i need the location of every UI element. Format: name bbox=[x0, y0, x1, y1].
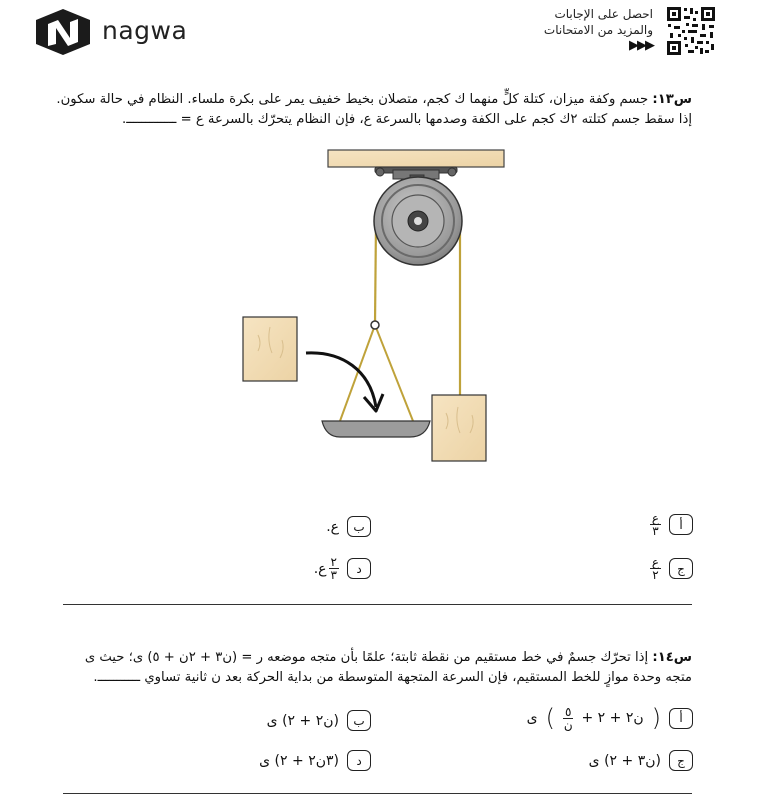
qr-code-icon[interactable] bbox=[666, 6, 716, 56]
q14-option-b[interactable] bbox=[267, 710, 371, 731]
divider bbox=[63, 793, 692, 794]
q14-option-c[interactable] bbox=[589, 750, 693, 771]
unit-vector: ى bbox=[526, 710, 538, 726]
divider bbox=[63, 604, 692, 605]
question-14-text bbox=[52, 648, 692, 688]
question-13-number: س١٣: bbox=[652, 92, 692, 107]
falling-block bbox=[243, 317, 297, 381]
option-text: (ن٢ + ٢) ى bbox=[266, 712, 339, 729]
promo-line-1: احصل على الإجابات bbox=[554, 7, 653, 21]
ceiling-board bbox=[328, 150, 504, 167]
option-text: ع. bbox=[326, 518, 339, 535]
option-letter: أ bbox=[669, 708, 693, 729]
option-letter: ب bbox=[347, 516, 371, 537]
promo-line-2: والمزيد من الامتحانات bbox=[543, 23, 653, 37]
option-letter: د bbox=[347, 750, 371, 771]
fraction: $\frac{٥}{\text{ن}}$ bbox=[563, 704, 573, 732]
option-letter: د bbox=[347, 558, 371, 579]
question-14-line-2: متجه وحدة موازٍ للخط المستقيم، فإن السرعة المتجهة المتوسطة من بداية الحركة بعد ن ثانية تساوي bbox=[140, 670, 692, 685]
question-14-line-1: إذا تحرّك جسمٌ في خط مستقيم من نقطة ثابتة؛ علمًا بأن متجه موضعه ر = (ن٣ + ٢ن + ٥) ى؛ حيث ى bbox=[84, 650, 649, 665]
option-letter: ج bbox=[669, 558, 693, 579]
q14-option-d[interactable] bbox=[259, 750, 371, 771]
question-13-line-1: جسم وكفة ميزان، كتلة كلٍّ منهما ك كجم، متصلان بخيط خفيف يمر على بكرة ملساء. النظام في حالة سكون. bbox=[56, 92, 649, 107]
fraction: $\frac{٢}{٣}$ bbox=[330, 555, 337, 582]
fraction: $\frac{\text{ع}}{٢}$ bbox=[651, 555, 659, 582]
option-expr: ن٢ + ٢ + bbox=[581, 710, 644, 726]
q13-option-b[interactable] bbox=[326, 516, 371, 537]
option-letter: أ bbox=[669, 514, 693, 535]
q13-option-a[interactable] bbox=[650, 512, 693, 537]
question-13-text bbox=[52, 90, 692, 130]
q13-option-c[interactable] bbox=[650, 556, 693, 581]
promo-text[interactable] bbox=[433, 6, 653, 54]
answer-blank: ـــــــــــ. bbox=[93, 670, 141, 685]
option-text: (ن٣ + ٢) ى bbox=[588, 752, 661, 769]
brand-name: nagwa bbox=[102, 16, 188, 45]
option-letter: ج bbox=[669, 750, 693, 771]
hanging-block bbox=[432, 395, 486, 461]
fraction: $\frac{\text{ع}}{٣}$ bbox=[651, 511, 659, 538]
question-13-line-2: إذا سقط جسم كتلته ٢ك كجم على الكفة وصدمها بالسرعة ع، فإن النظام يتحرّك بالسرعة ع = bbox=[176, 112, 692, 127]
option-text: (٣ن٢ + ٢) ى bbox=[259, 752, 339, 769]
q13-option-d[interactable] bbox=[314, 556, 371, 581]
scale-pan bbox=[322, 421, 430, 437]
option-suffix: ع. bbox=[313, 560, 327, 577]
nagwa-logo bbox=[34, 8, 188, 56]
q14-option-a[interactable]: أ ( ن٢ + ٢ + $\frac{٥}{\text{ن}}$ ) ى bbox=[527, 704, 693, 732]
question-14-number: س١٤: bbox=[652, 650, 692, 665]
option-letter: ب bbox=[347, 710, 371, 731]
promo-arrows: ▶▶▶ bbox=[629, 38, 653, 53]
answer-blank: ـــــــــــــ. bbox=[122, 112, 177, 127]
pulley-diagram bbox=[230, 145, 520, 470]
nagwa-hexagon-icon bbox=[34, 8, 92, 56]
